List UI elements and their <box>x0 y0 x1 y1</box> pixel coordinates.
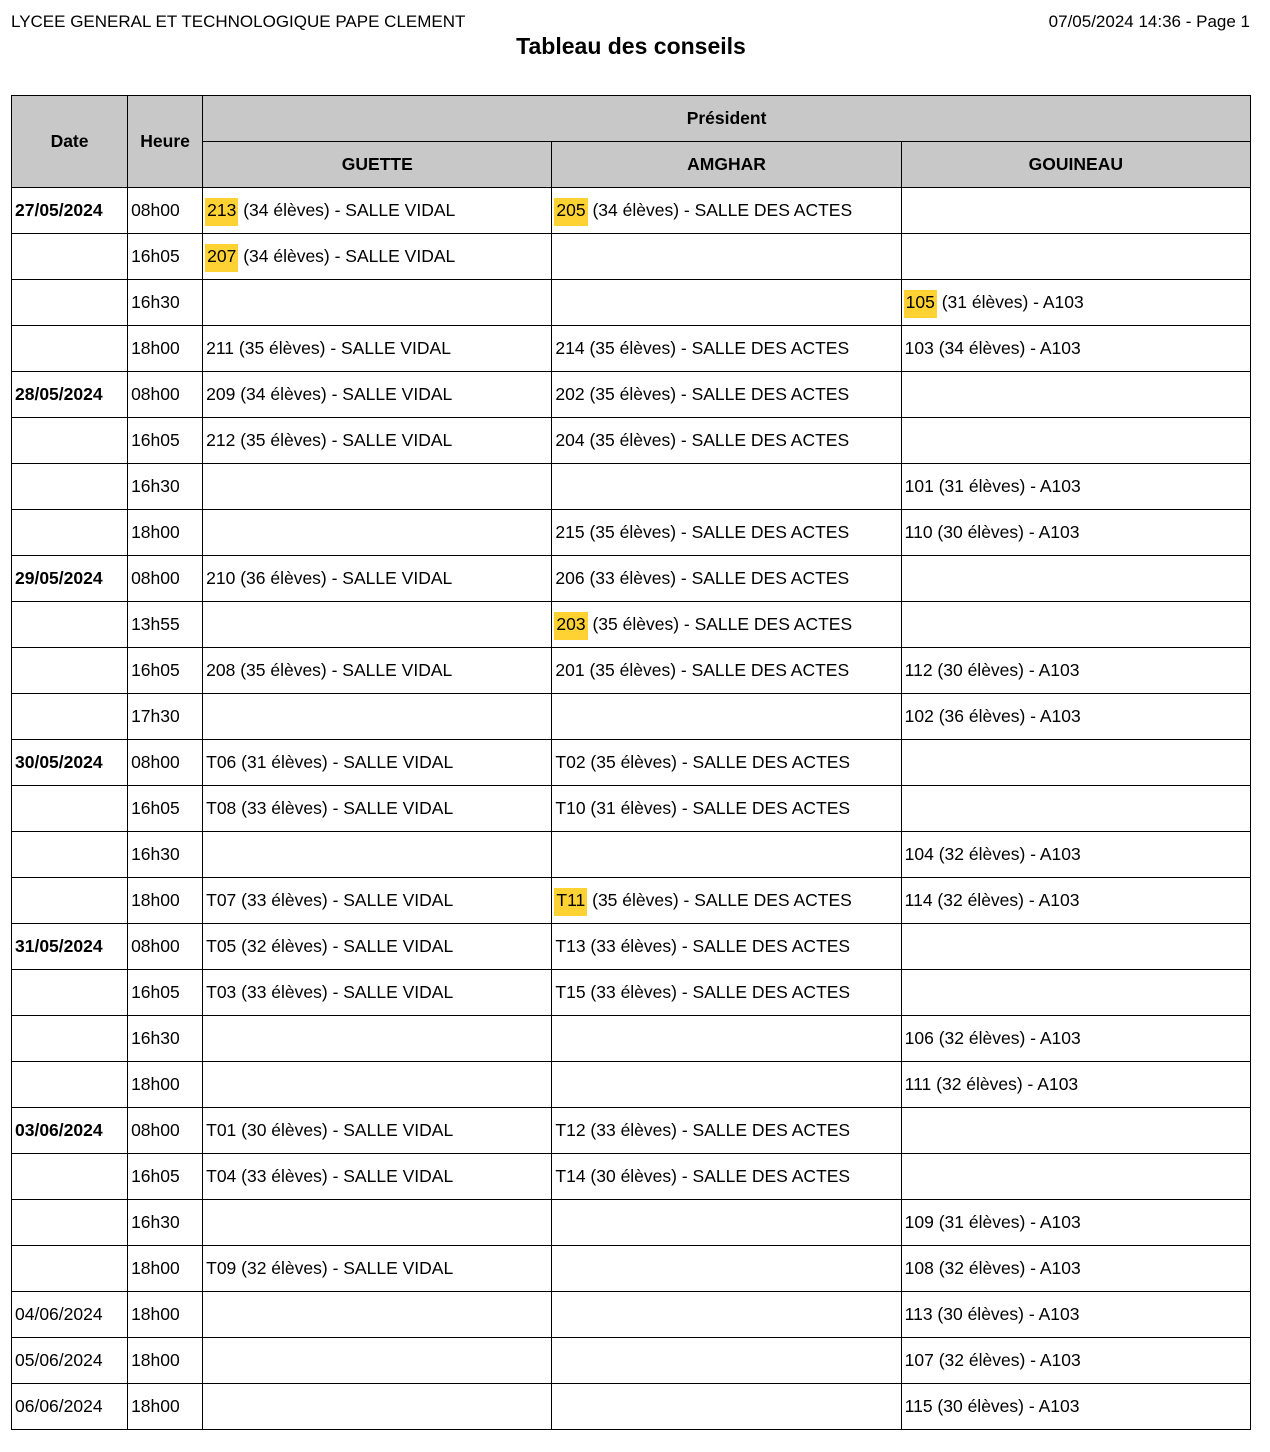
time-cell: 08h00 <box>128 740 203 786</box>
table-row <box>12 1108 1251 1154</box>
class-code: T07 <box>206 890 237 910</box>
date-cell <box>12 280 128 326</box>
council-cell <box>203 1384 552 1430</box>
class-code: 202 <box>555 384 585 404</box>
date-cell <box>12 786 128 832</box>
council-details: (36 élèves) - A103 <box>933 706 1081 726</box>
council-cell <box>203 878 552 924</box>
council-details: (35 élèves) - SALLE DES ACTES <box>585 752 851 772</box>
date-cell: 31/05/2024 <box>12 924 128 970</box>
class-code: 109 <box>904 1212 934 1232</box>
class-code: 206 <box>555 568 585 588</box>
council-cell <box>901 924 1250 970</box>
time-cell: 16h30 <box>128 1016 203 1062</box>
council-details: (33 élèves) - SALLE DES ACTES <box>585 982 851 1002</box>
date-cell: 30/05/2024 <box>12 740 128 786</box>
table-row <box>12 786 1251 832</box>
council-cell <box>901 510 1250 556</box>
council-cell <box>203 786 552 832</box>
council-cell <box>901 372 1250 418</box>
class-code: 111 <box>904 1074 932 1094</box>
council-details: (34 élèves) - A103 <box>933 338 1081 358</box>
class-code: 112 <box>904 660 933 680</box>
councils-table <box>11 95 1251 1430</box>
council-cell <box>203 1016 552 1062</box>
page-title: Tableau des conseils <box>516 33 746 59</box>
council-cell <box>901 418 1250 464</box>
council-details: (30 élèves) - SALLE VIDAL <box>236 1120 454 1140</box>
council-cell <box>203 694 552 740</box>
council-details: (32 élèves) - A103 <box>931 1074 1079 1094</box>
council-cell <box>901 280 1250 326</box>
class-code: 207 <box>205 244 238 272</box>
time-cell: 18h00 <box>128 878 203 924</box>
date-cell <box>12 602 128 648</box>
council-cell <box>552 188 901 234</box>
council-cell <box>203 188 552 234</box>
council-cell <box>552 694 901 740</box>
time-cell: 16h30 <box>128 1200 203 1246</box>
time-cell: 18h00 <box>128 1246 203 1292</box>
table-row <box>12 694 1251 740</box>
date-cell: 27/05/2024 <box>12 188 128 234</box>
class-code: 103 <box>904 338 934 358</box>
class-code: 113 <box>904 1304 933 1324</box>
table-row <box>12 1154 1251 1200</box>
council-cell <box>901 786 1250 832</box>
council-cell <box>901 1062 1250 1108</box>
council-cell <box>901 1384 1250 1430</box>
council-cell <box>203 1062 552 1108</box>
council-details: (30 élèves) - A103 <box>932 1396 1080 1416</box>
time-cell: 16h05 <box>128 648 203 694</box>
time-cell: 18h00 <box>128 510 203 556</box>
table-row <box>12 372 1251 418</box>
council-cell <box>203 602 552 648</box>
council-cell <box>552 740 901 786</box>
column-header-heure: Heure <box>128 96 203 188</box>
class-code: T02 <box>555 752 586 772</box>
table-row <box>12 464 1251 510</box>
council-cell <box>552 556 901 602</box>
council-cell <box>203 648 552 694</box>
date-cell <box>12 234 128 280</box>
council-details: (34 élèves) - SALLE DES ACTES <box>587 200 853 220</box>
council-cell <box>901 1200 1250 1246</box>
council-cell <box>203 556 552 602</box>
council-cell <box>552 786 901 832</box>
time-cell: 08h00 <box>128 188 203 234</box>
time-cell: 16h30 <box>128 280 203 326</box>
council-details: (35 élèves) - SALLE DES ACTES <box>584 430 850 450</box>
council-details: (32 élèves) - A103 <box>933 1350 1081 1370</box>
council-details: (33 élèves) - SALLE DES ACTES <box>584 568 850 588</box>
council-cell <box>552 280 901 326</box>
council-cell <box>901 1292 1250 1338</box>
table-row <box>12 970 1251 1016</box>
council-details: (35 élèves) - SALLE DES ACTES <box>587 614 853 634</box>
time-cell: 08h00 <box>128 924 203 970</box>
date-cell <box>12 878 128 924</box>
council-cell <box>901 648 1250 694</box>
class-code: T13 <box>555 936 586 956</box>
table-row <box>12 1062 1251 1108</box>
council-details: (35 élèves) - SALLE DES ACTES <box>584 384 850 404</box>
council-details: (30 élèves) - SALLE DES ACTES <box>585 1166 851 1186</box>
class-code: 205 <box>554 198 587 226</box>
table-row <box>12 740 1251 786</box>
class-code: T03 <box>206 982 237 1002</box>
class-code: 115 <box>904 1396 933 1416</box>
time-cell: 18h00 <box>128 1292 203 1338</box>
council-cell <box>552 878 901 924</box>
date-cell <box>12 326 128 372</box>
time-cell: 18h00 <box>128 1338 203 1384</box>
council-cell <box>552 648 901 694</box>
council-cell <box>552 832 901 878</box>
table-row <box>12 1246 1251 1292</box>
class-code: 104 <box>904 844 934 864</box>
council-cell <box>901 326 1250 372</box>
council-cell <box>552 1246 901 1292</box>
table-body <box>12 188 1251 1430</box>
council-cell <box>203 1154 552 1200</box>
class-code: T08 <box>206 798 237 818</box>
council-cell <box>203 464 552 510</box>
council-cell <box>203 970 552 1016</box>
table-row <box>12 510 1251 556</box>
time-cell: 16h30 <box>128 464 203 510</box>
council-details: (35 élèves) - SALLE VIDAL <box>235 430 453 450</box>
president-amghar: AMGHAR <box>552 142 901 188</box>
council-cell <box>901 832 1250 878</box>
time-cell: 16h05 <box>128 418 203 464</box>
council-details: (32 élèves) - A103 <box>932 890 1080 910</box>
date-cell <box>12 510 128 556</box>
date-cell: 03/06/2024 <box>12 1108 128 1154</box>
class-code: T10 <box>555 798 586 818</box>
date-cell <box>12 464 128 510</box>
class-code: 213 <box>205 198 238 226</box>
table-row <box>12 280 1251 326</box>
council-cell <box>552 1016 901 1062</box>
council-details: (30 élèves) - A103 <box>932 660 1080 680</box>
council-details: (32 élèves) - A103 <box>933 1258 1081 1278</box>
date-cell: 04/06/2024 <box>12 1292 128 1338</box>
council-cell <box>552 234 901 280</box>
council-cell <box>552 326 901 372</box>
time-cell: 16h05 <box>128 786 203 832</box>
council-cell <box>203 372 552 418</box>
class-code: 215 <box>555 522 585 542</box>
council-cell <box>203 1108 552 1154</box>
column-header-date: Date <box>12 96 128 188</box>
council-details: (32 élèves) - SALLE VIDAL <box>236 1258 454 1278</box>
council-cell <box>203 418 552 464</box>
council-details: (31 élèves) - A103 <box>933 476 1081 496</box>
council-cell <box>552 1338 901 1384</box>
table-row <box>12 418 1251 464</box>
council-details: (34 élèves) - SALLE VIDAL <box>238 200 456 220</box>
council-details: (31 élèves) - SALLE DES ACTES <box>585 798 851 818</box>
date-cell: 29/05/2024 <box>12 556 128 602</box>
class-code: T05 <box>206 936 237 956</box>
council-cell <box>552 418 901 464</box>
date-cell <box>12 1062 128 1108</box>
table-row <box>12 878 1251 924</box>
council-cell <box>203 1338 552 1384</box>
class-code: T06 <box>206 752 237 772</box>
council-details: (35 élèves) - SALLE DES ACTES <box>584 338 850 358</box>
class-code: 201 <box>555 660 585 680</box>
council-cell <box>901 1338 1250 1384</box>
time-cell: 16h05 <box>128 970 203 1016</box>
class-code: T12 <box>555 1120 586 1140</box>
column-group-president: Président <box>203 96 1251 142</box>
council-cell <box>203 234 552 280</box>
council-cell <box>552 924 901 970</box>
council-cell <box>552 1108 901 1154</box>
president-guette: GUETTE <box>203 142 552 188</box>
council-details: (35 élèves) - SALLE VIDAL <box>235 660 453 680</box>
time-cell: 13h55 <box>128 602 203 648</box>
date-cell: 05/06/2024 <box>12 1338 128 1384</box>
council-cell <box>203 326 552 372</box>
class-code: 107 <box>904 1350 934 1370</box>
class-code: 102 <box>904 706 934 726</box>
class-code: 110 <box>904 522 933 542</box>
time-cell: 08h00 <box>128 556 203 602</box>
council-cell <box>901 970 1250 1016</box>
date-cell <box>12 418 128 464</box>
time-cell: 16h30 <box>128 832 203 878</box>
date-cell <box>12 1246 128 1292</box>
class-code: T01 <box>206 1120 237 1140</box>
council-cell <box>901 878 1250 924</box>
print-timestamp: 07/05/2024 14:36 - Page 1 <box>1048 12 1250 31</box>
class-code: T11 <box>554 888 587 916</box>
council-cell <box>901 556 1250 602</box>
date-cell <box>12 1016 128 1062</box>
council-cell <box>901 1154 1250 1200</box>
class-code: 204 <box>555 430 585 450</box>
council-cell <box>203 1292 552 1338</box>
class-code: T09 <box>206 1258 237 1278</box>
council-cell <box>552 1062 901 1108</box>
class-code: 211 <box>206 338 235 358</box>
council-cell <box>552 1200 901 1246</box>
class-code: T15 <box>555 982 586 1002</box>
time-cell: 08h00 <box>128 1108 203 1154</box>
time-cell: 18h00 <box>128 1384 203 1430</box>
council-cell <box>552 602 901 648</box>
council-details: (33 élèves) - SALLE DES ACTES <box>585 1120 851 1140</box>
council-cell <box>552 1384 901 1430</box>
table-row <box>12 1016 1251 1062</box>
council-cell <box>203 280 552 326</box>
table-row <box>12 188 1251 234</box>
time-cell: 18h00 <box>128 326 203 372</box>
council-cell <box>901 1108 1250 1154</box>
class-code: 212 <box>206 430 236 450</box>
council-details: (30 élèves) - A103 <box>932 522 1080 542</box>
council-cell <box>203 510 552 556</box>
council-details: (33 élèves) - SALLE VIDAL <box>236 798 454 818</box>
council-cell <box>901 188 1250 234</box>
date-cell <box>12 1154 128 1200</box>
table-row <box>12 1292 1251 1338</box>
council-details: (35 élèves) - SALLE VIDAL <box>234 338 451 358</box>
council-cell <box>901 694 1250 740</box>
council-details: (36 élèves) - SALLE VIDAL <box>235 568 453 588</box>
table-row <box>12 924 1251 970</box>
class-code: 114 <box>904 890 933 910</box>
council-cell <box>203 832 552 878</box>
table-row <box>12 234 1251 280</box>
council-cell <box>901 1016 1250 1062</box>
time-cell: 17h30 <box>128 694 203 740</box>
council-details: (35 élèves) - SALLE DES ACTES <box>584 522 850 542</box>
council-cell <box>901 740 1250 786</box>
time-cell: 08h00 <box>128 372 203 418</box>
council-cell <box>552 464 901 510</box>
council-details: (32 élèves) - A103 <box>933 844 1081 864</box>
class-code: 105 <box>904 290 937 318</box>
table-row <box>12 556 1251 602</box>
president-gouineau: GOUINEAU <box>901 142 1250 188</box>
date-cell <box>12 1200 128 1246</box>
class-code: 108 <box>904 1258 934 1278</box>
date-cell <box>12 648 128 694</box>
council-cell <box>203 1200 552 1246</box>
date-cell: 06/06/2024 <box>12 1384 128 1430</box>
council-cell <box>901 464 1250 510</box>
table-row <box>12 832 1251 878</box>
council-details: (34 élèves) - SALLE VIDAL <box>238 246 456 266</box>
council-cell <box>203 740 552 786</box>
class-code: 208 <box>206 660 236 680</box>
council-details: (30 élèves) - A103 <box>932 1304 1080 1324</box>
class-code: 106 <box>904 1028 934 1048</box>
council-cell <box>552 1154 901 1200</box>
class-code: 214 <box>555 338 585 358</box>
council-details: (33 élèves) - SALLE DES ACTES <box>585 936 851 956</box>
council-details: (31 élèves) - SALLE VIDAL <box>236 752 454 772</box>
table-row <box>12 1338 1251 1384</box>
council-details: (33 élèves) - SALLE VIDAL <box>236 890 454 910</box>
class-code: T04 <box>206 1166 237 1186</box>
class-code: 203 <box>554 612 587 640</box>
class-code: 209 <box>206 384 236 404</box>
table-row <box>12 326 1251 372</box>
time-cell: 16h05 <box>128 234 203 280</box>
council-details: (32 élèves) - A103 <box>933 1028 1081 1048</box>
council-details: (35 élèves) - SALLE DES ACTES <box>584 660 850 680</box>
council-cell <box>901 234 1250 280</box>
council-cell <box>203 924 552 970</box>
table-row <box>12 1200 1251 1246</box>
council-details: (33 élèves) - SALLE VIDAL <box>236 1166 454 1186</box>
council-cell <box>552 1292 901 1338</box>
table-row <box>12 648 1251 694</box>
council-details: (31 élèves) - A103 <box>933 1212 1081 1232</box>
council-cell <box>901 602 1250 648</box>
class-code: 101 <box>904 476 934 496</box>
council-details: (34 élèves) - SALLE VIDAL <box>235 384 453 404</box>
council-cell <box>552 970 901 1016</box>
council-cell <box>552 510 901 556</box>
date-cell <box>12 970 128 1016</box>
class-code: 210 <box>206 568 236 588</box>
time-cell: 16h05 <box>128 1154 203 1200</box>
council-cell <box>203 1246 552 1292</box>
council-details: (31 élèves) - A103 <box>936 292 1084 312</box>
council-cell <box>552 372 901 418</box>
council-details: (32 élèves) - SALLE VIDAL <box>236 936 454 956</box>
council-details: (33 élèves) - SALLE VIDAL <box>236 982 454 1002</box>
school-name: LYCEE GENERAL ET TECHNOLOGIQUE PAPE CLEMENT <box>11 12 466 31</box>
council-cell <box>901 1246 1250 1292</box>
date-cell: 28/05/2024 <box>12 372 128 418</box>
table-row <box>12 1384 1251 1430</box>
date-cell <box>12 694 128 740</box>
time-cell: 18h00 <box>128 1062 203 1108</box>
class-code: T14 <box>555 1166 586 1186</box>
date-cell <box>12 832 128 878</box>
table-row <box>12 602 1251 648</box>
council-details: (35 élèves) - SALLE DES ACTES <box>587 890 852 910</box>
